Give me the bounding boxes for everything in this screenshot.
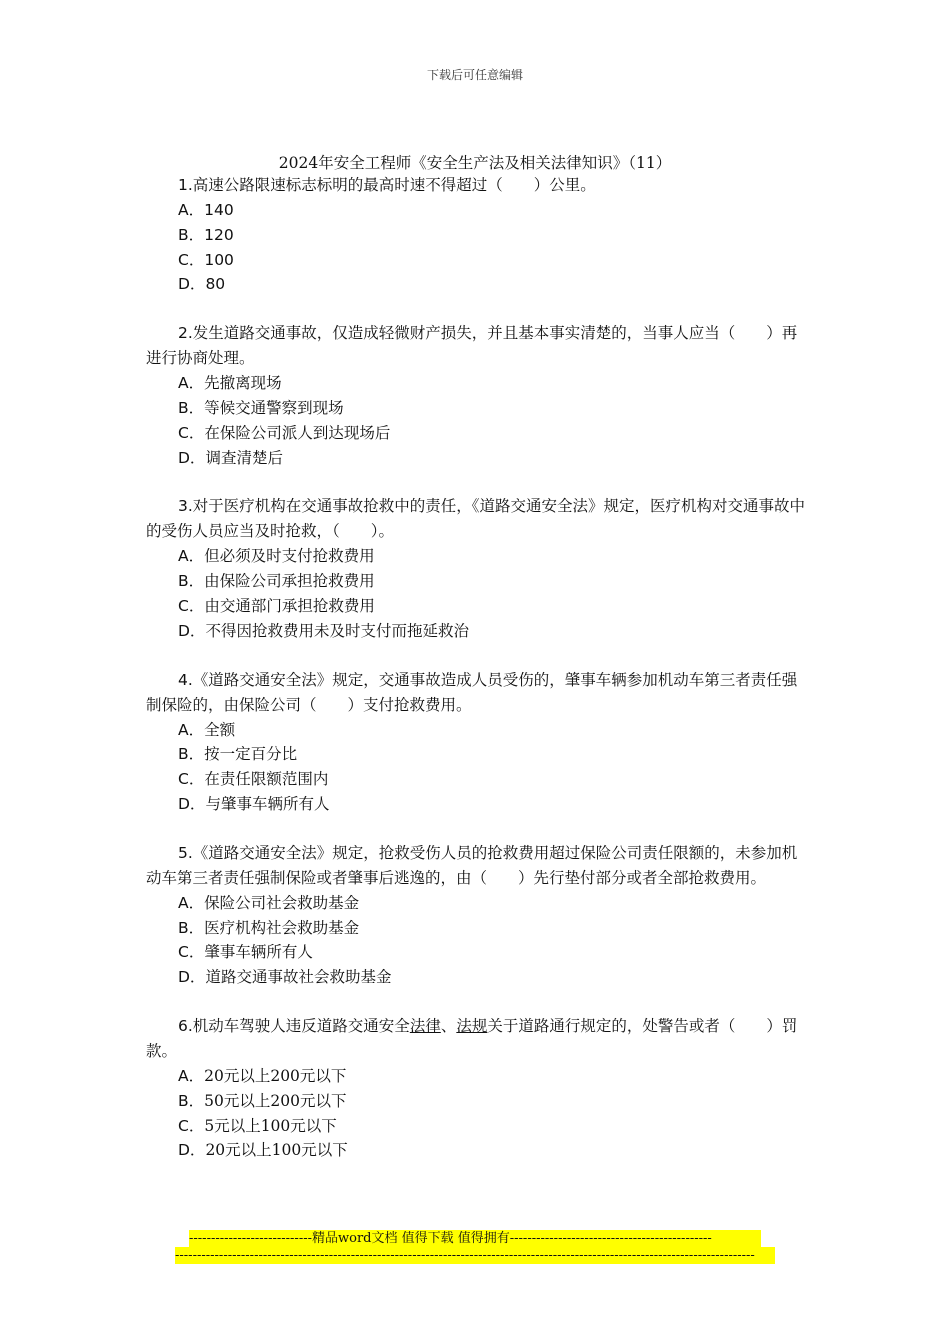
question-4 [146,668,806,817]
option-text: 在责任限额范围内 [204,770,329,789]
question-2 [146,321,806,470]
option-letter: C． [178,943,205,962]
option-b [146,916,806,941]
option-text: 100 [204,250,234,269]
option-b [146,569,806,594]
option-a [146,198,806,223]
question-stem [146,494,806,544]
question-number: 2. [178,324,193,343]
question-stem [146,1014,806,1064]
option-letter: D． [178,275,206,294]
option-text: 不得因抢救费用未及时支付而拖延救治 [205,621,469,640]
option-b [146,396,806,421]
question-text: 高速公路限速标志标明的最高时速不得超过（ ）公里。 [192,176,596,194]
option-letter: B． [178,1091,205,1110]
footer-line-1: ----------------------------精品word文档 值得下载 值得拥有---------------------------------------------- [189,1230,761,1247]
question-stem [146,841,806,891]
option-text: 等候交通警察到现场 [204,398,344,417]
option-c [146,421,806,446]
option-letter: C． [178,596,205,615]
question-number: 5. [178,843,193,862]
option-letter: B． [178,225,205,244]
option-text: 道路交通事故社会救助基金 [205,968,392,987]
option-text: 5元以上100元以下 [204,1116,337,1135]
question-number: 3. [178,497,193,516]
option-a [146,1064,806,1089]
option-letter: B． [178,918,205,937]
question-5 [146,841,806,990]
question-3 [146,494,806,643]
option-d [146,446,806,471]
question-text: 机动车驾驶人违反道路交通安全 [192,1016,410,1035]
option-text: 50元以上200元以下 [204,1091,347,1110]
option-d [146,619,806,644]
option-letter: A． [178,201,205,219]
option-c [146,594,806,619]
option-text: 与肇事车辆所有人 [205,794,330,813]
option-b [146,223,806,248]
regulation-link[interactable]: 法规 [456,1016,488,1035]
option-text: 全额 [204,720,236,739]
option-text: 140 [204,201,234,219]
option-b [146,1089,806,1114]
option-text: 由保险公司承担抢救费用 [204,572,375,591]
option-text: 但必须及时支付抢救费用 [204,547,375,566]
option-c [146,940,806,965]
option-letter: B． [178,572,205,591]
question-1 [146,173,806,297]
option-letter: A． [178,720,205,739]
separator-text: 、 [440,1016,457,1035]
option-a [146,544,806,569]
option-letter: D． [178,448,206,467]
option-b [146,742,806,767]
option-text: 20元以上200元以下 [204,1066,347,1085]
option-a [146,371,806,396]
law-link[interactable]: 法律 [409,1016,441,1035]
question-stem [146,173,806,198]
option-letter: A． [178,893,205,912]
document-title: 2024年安全工程师《安全生产法及相关法律知识》（11） [278,154,672,172]
option-c [146,767,806,792]
question-stem [146,321,806,371]
footer-line-2: ------------------------------------------------------------------------------------------------------------------------------------ [175,1247,775,1264]
option-d [146,792,806,817]
option-letter: A． [178,374,205,393]
option-text: 保险公司社会救助基金 [204,893,360,912]
footer-banner [175,1230,775,1264]
question-number: 6. [178,1016,193,1035]
question-6 [146,1014,806,1163]
option-d [146,272,806,297]
option-text: 按一定百分比 [204,745,298,764]
question-stem [146,668,806,718]
option-text: 先撤离现场 [204,374,282,393]
option-text: 80 [205,275,226,294]
option-text: 调查清楚后 [205,448,283,467]
option-letter: A． [178,1066,205,1085]
option-d [146,965,806,990]
option-letter: D． [178,794,206,813]
option-d [146,1138,806,1163]
option-letter: D． [178,621,206,640]
option-letter: D． [178,968,206,987]
option-text: 在保险公司派人到达现场后 [204,423,391,442]
option-letter: B． [178,398,205,417]
question-text: 《道路交通安全法》规定，交通事故造成人员受伤的，肇事车辆参加机动车第三者责任强制保险的，由保险公司（ ）支付抢救费用。 [146,670,798,714]
option-letter: C． [178,1116,205,1135]
question-number: 4. [178,670,193,689]
option-letter: D． [178,1141,206,1160]
question-text: 发生道路交通事故，仅造成轻微财产损失，并且基本事实清楚的，当事人应当（ ）再进行协商处理。 [146,324,798,368]
option-c [146,248,806,273]
option-c [146,1114,806,1139]
option-text: 医疗机构社会救助基金 [204,918,360,937]
option-text: 20元以上100元以下 [205,1141,348,1160]
option-letter: C． [178,770,205,789]
question-text: 《道路交通安全法》规定，抢救受伤人员的抢救费用超过保险公司责任限额的，未参加机动车第三者责任强制保险或者肇事后逃逸的，由（ ）先行垫付部分或者全部抢救费用。 [146,843,798,887]
option-letter: C． [178,423,205,442]
option-letter: A． [178,547,205,566]
option-a [146,718,806,743]
option-letter: B． [178,745,205,764]
option-text: 肇事车辆所有人 [204,943,313,962]
question-number: 1. [178,176,193,194]
question-list [146,173,806,1187]
page-header: 下载后可任意编辑 [426,68,523,82]
option-text: 由交通部门承担抢救费用 [204,596,375,615]
option-letter: C． [178,250,205,269]
option-a [146,891,806,916]
question-text-rest: 关于道路通行规定的，处警告或者（ ）罚款。 [146,1016,798,1060]
option-text: 120 [204,225,234,244]
question-text: 对于医疗机构在交通事故抢救中的责任，《道路交通安全法》规定，医疗机构对交通事故中的受伤人员应当及时抢救，（ ）。 [146,497,806,541]
